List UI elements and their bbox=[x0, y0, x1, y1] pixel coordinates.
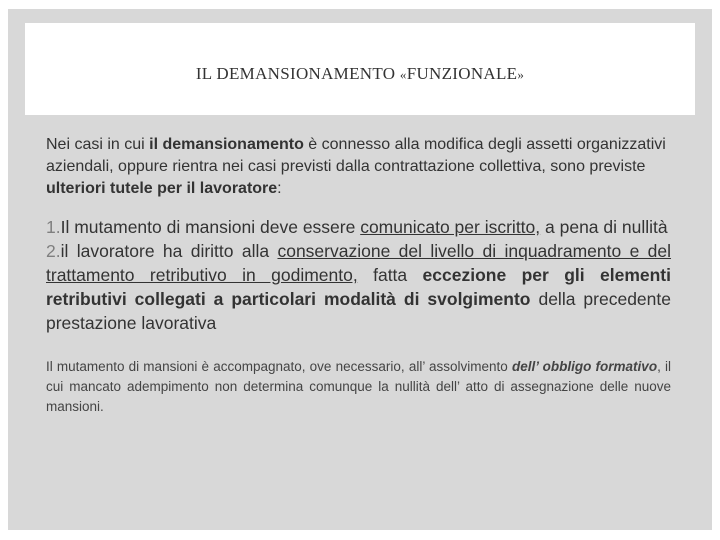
slide-title bbox=[25, 64, 695, 84]
intro-paragraph bbox=[46, 134, 671, 200]
intro-text-3: : bbox=[277, 180, 282, 197]
numbered-list bbox=[46, 215, 671, 335]
title-quote-close: » bbox=[517, 67, 525, 82]
note-bold-italic: dell’ obbligo formativo bbox=[511, 359, 658, 374]
title-box bbox=[25, 23, 695, 115]
list-item bbox=[46, 239, 671, 335]
intro-bold-2: ulteriori tutele per il lavoratore bbox=[46, 180, 278, 197]
note-text-2: , il cui mancato adempimento non determina comunque la nullità dell’ atto di assegnazione delle nuove mansioni. bbox=[46, 359, 672, 414]
note-paragraph bbox=[46, 357, 671, 417]
intro-bold-1: il demansionamento bbox=[149, 136, 304, 153]
list-item-text: il lavoratore ha diritto alla bbox=[60, 241, 278, 261]
list-item-number: 2. bbox=[46, 241, 61, 261]
slide bbox=[8, 9, 712, 530]
list-item-text: Il mutamento di mansioni deve essere bbox=[60, 217, 361, 237]
list-item-text: fatta bbox=[357, 265, 423, 285]
list-item-text: della precedente prestazione lavorativa bbox=[46, 289, 671, 333]
list-item-underlined: conservazione del livello di inquadramento e del trattamento retributivo in godimento, bbox=[46, 241, 672, 285]
intro-text-1: Nei casi in cui bbox=[46, 136, 150, 153]
list-item-bold: eccezione per gli elementi retributivi collegati a particolari modalità di svolgimento bbox=[46, 265, 671, 309]
note-text-1: Il mutamento di mansioni è accompagnato, ove necessario, all’ assolvimento bbox=[46, 359, 512, 374]
intro-text-2: è connesso alla modifica degli assetti organizzativi aziendali, oppure rientra nei casi previsti dalla contrattazione collettiva, sono previste bbox=[46, 136, 666, 175]
list-item-underlined: comunicato per iscritto, bbox=[360, 217, 541, 237]
list-item-number: 1. bbox=[46, 217, 61, 237]
list-item-text: a pena di nullità bbox=[540, 217, 668, 237]
title-quote-open: « bbox=[399, 67, 407, 82]
slide-content bbox=[46, 134, 671, 417]
list-item bbox=[46, 215, 671, 239]
title-quoted: FUNZIONALE bbox=[406, 64, 518, 83]
title-main: IL DEMANSIONAMENTO bbox=[195, 64, 400, 83]
